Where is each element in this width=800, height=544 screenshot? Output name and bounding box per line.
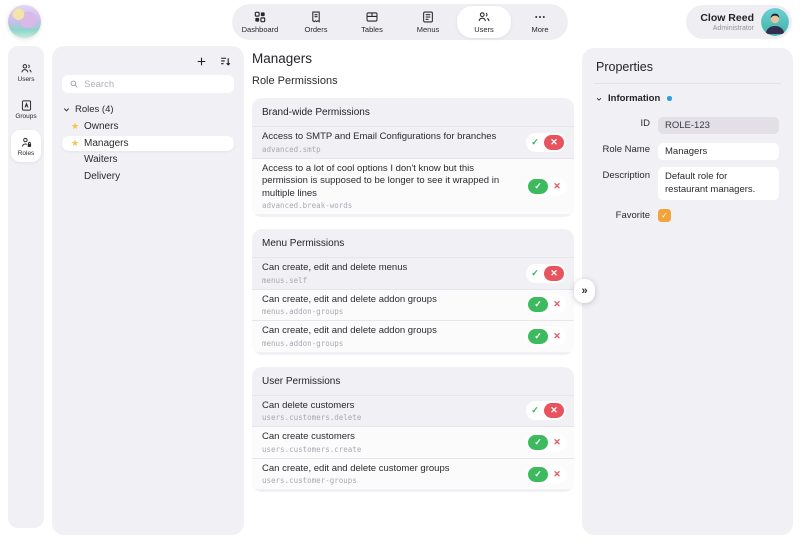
roles-tree-panel: [52, 46, 244, 535]
tab-dashboard[interactable]: Dashboard: [233, 6, 287, 38]
permission-row: [252, 395, 574, 427]
permission-toggle: [526, 133, 566, 152]
card-title: Brand-wide Permissions: [262, 107, 370, 118]
unsaved-changes-dot: [667, 96, 672, 101]
search-icon: [69, 79, 79, 89]
allow-toggle-icon[interactable]: ✓: [528, 467, 548, 482]
favorite-checkbox[interactable]: ✓: [658, 209, 671, 222]
permission-toggle: [526, 433, 566, 452]
collapse-properties-button[interactable]: »: [574, 279, 595, 303]
permission-toggle: [526, 295, 566, 314]
property-label: Favorite: [615, 210, 650, 222]
allow-toggle-icon[interactable]: ✓: [531, 405, 539, 416]
tab-orders[interactable]: Orders: [289, 6, 343, 38]
main-content: [252, 46, 574, 535]
deny-toggle-icon[interactable]: ✕: [553, 468, 561, 479]
permission-description: Can create, edit and delete addon groups: [262, 293, 437, 305]
permission-toggle: [526, 327, 566, 346]
dashboard-icon: [253, 10, 267, 24]
tree-item-label: Owners: [84, 121, 119, 132]
allow-toggle-icon[interactable]: ✓: [531, 267, 539, 278]
deny-toggle-icon[interactable]: ✕: [544, 135, 564, 150]
permission-row: [252, 126, 574, 158]
tree-item-managers[interactable]: [62, 136, 234, 151]
property-label: Role Name: [602, 144, 650, 155]
deny-toggle-icon[interactable]: ✕: [553, 437, 561, 448]
card-user-permissions: [252, 367, 574, 493]
permission-code: advanced.smtp: [262, 144, 321, 154]
card-title: User Permissions: [262, 375, 341, 387]
menus-icon: [421, 10, 435, 24]
sidebar-item-roles[interactable]: Roles: [11, 130, 41, 162]
permission-row: [252, 289, 574, 321]
field-favorite: [582, 207, 779, 224]
star-icon: ★: [71, 121, 80, 131]
permission-description: Can create, edit and delete menus: [262, 262, 408, 274]
tree-toolbar: [62, 55, 232, 69]
permission-row: [252, 257, 574, 289]
users-icon: [477, 10, 491, 24]
tables-icon: [365, 10, 379, 24]
field-id: [582, 115, 779, 134]
properties-fields: [582, 115, 793, 224]
permission-description: Access to a lot of cool options I don't know but this permission is supposed to be longer to see it wrapped in multiple lines: [262, 162, 500, 199]
id-input[interactable]: [658, 117, 779, 134]
permission-toggle: [526, 465, 566, 484]
groups-icon: [20, 99, 33, 112]
user-name: Clow Reed: [700, 11, 754, 24]
user-chip[interactable]: [686, 5, 792, 39]
users-icon: [20, 62, 33, 75]
deny-toggle-icon[interactable]: ✕: [553, 330, 561, 341]
allow-toggle-icon[interactable]: ✓: [531, 136, 539, 147]
permission-description: Can create customers: [262, 431, 355, 443]
main-nav: [232, 4, 568, 40]
roles-icon: [20, 136, 33, 149]
permission-row: [252, 458, 574, 490]
permission-toggle: [526, 264, 566, 283]
deny-toggle-icon[interactable]: ✕: [544, 403, 564, 418]
app-logo[interactable]: [8, 5, 41, 38]
deny-toggle-icon[interactable]: ✕: [553, 299, 561, 310]
top-bar: [0, 0, 800, 44]
property-label: ID: [640, 118, 650, 129]
card-menu-permissions: [252, 229, 574, 355]
permission-row: [252, 158, 574, 215]
deny-toggle-icon[interactable]: ✕: [544, 266, 564, 281]
permission-description: Can create, edit and delete addon groups: [262, 325, 437, 337]
chevron-down-icon: [62, 105, 71, 114]
field-description: [582, 167, 779, 200]
page-title: Managers: [252, 51, 313, 66]
page-subtitle: Role Permissions: [252, 75, 338, 87]
permission-cards: [252, 98, 574, 492]
allow-toggle-icon[interactable]: ✓: [528, 329, 548, 344]
permission-row: [252, 426, 574, 458]
permission-description: Can delete customers: [262, 399, 355, 411]
search-box[interactable]: [62, 75, 234, 93]
property-label: Description: [602, 170, 650, 181]
tab-menus[interactable]: Menus: [401, 6, 455, 38]
sidebar-item-users[interactable]: Users: [11, 56, 41, 88]
permission-code: advanced.break-words: [262, 201, 353, 211]
user-role: Administrator: [712, 24, 754, 32]
tree-item-label: Waiters: [84, 154, 118, 165]
field-role-name: [582, 141, 779, 160]
properties-panel: [582, 48, 793, 535]
permission-code: users.customers.create: [262, 444, 362, 454]
tree-list: [62, 102, 234, 184]
permission-code: users.customer-groups: [262, 476, 357, 486]
section-label: Information: [608, 93, 661, 104]
tree-root-label: Roles (4): [75, 103, 114, 115]
tree-item-waiters[interactable]: [62, 152, 234, 167]
permission-toggle: [526, 177, 566, 196]
orders-icon: [309, 10, 323, 24]
avatar: [761, 8, 789, 36]
permission-code: menus.addon-groups: [262, 307, 344, 317]
permission-description: Access to SMTP and Email Configurations for branches: [262, 131, 497, 142]
permission-toggle: [526, 401, 566, 420]
tree-root-roles[interactable]: [62, 102, 234, 116]
tab-users[interactable]: Users: [457, 6, 511, 38]
tree-item-owners[interactable]: [62, 119, 234, 134]
description-textarea[interactable]: Default role for restaurant managers.: [658, 167, 779, 200]
section-information[interactable]: [582, 93, 793, 104]
deny-toggle-icon[interactable]: ✕: [553, 180, 561, 191]
tab-more[interactable]: More: [513, 6, 567, 38]
allow-toggle-icon[interactable]: ✓: [528, 435, 548, 450]
tree-item-label: Managers: [84, 137, 129, 149]
permission-row: [252, 320, 574, 352]
permission-code: users.customers.delete: [262, 413, 362, 423]
sidebar-item-groups[interactable]: Groups: [11, 93, 41, 125]
chevron-down-icon: [595, 95, 603, 103]
tree-item-label: Delivery: [84, 170, 121, 182]
permission-code: menus.addon-groups: [262, 338, 344, 348]
allow-toggle-icon[interactable]: ✓: [528, 297, 548, 312]
card-title: Menu Permissions: [262, 238, 345, 250]
role-name-input[interactable]: [658, 143, 779, 160]
permission-code: menus.self: [262, 275, 308, 285]
card-brand-wide-permissions: [252, 98, 574, 217]
properties-title: Properties: [596, 60, 653, 74]
sort-icon[interactable]: [219, 55, 232, 68]
tab-tables[interactable]: Tables: [345, 6, 399, 38]
tree-item-delivery[interactable]: [62, 169, 234, 184]
add-role-icon[interactable]: [195, 55, 208, 68]
more-icon: [533, 10, 547, 24]
search-input[interactable]: [84, 79, 227, 90]
divider: [594, 83, 781, 84]
allow-toggle-icon[interactable]: ✓: [528, 179, 548, 194]
user-info: [700, 12, 754, 33]
star-icon: ★: [71, 137, 80, 148]
permission-description: Can create, edit and delete customer groups: [262, 462, 450, 474]
left-rail: [8, 46, 44, 528]
